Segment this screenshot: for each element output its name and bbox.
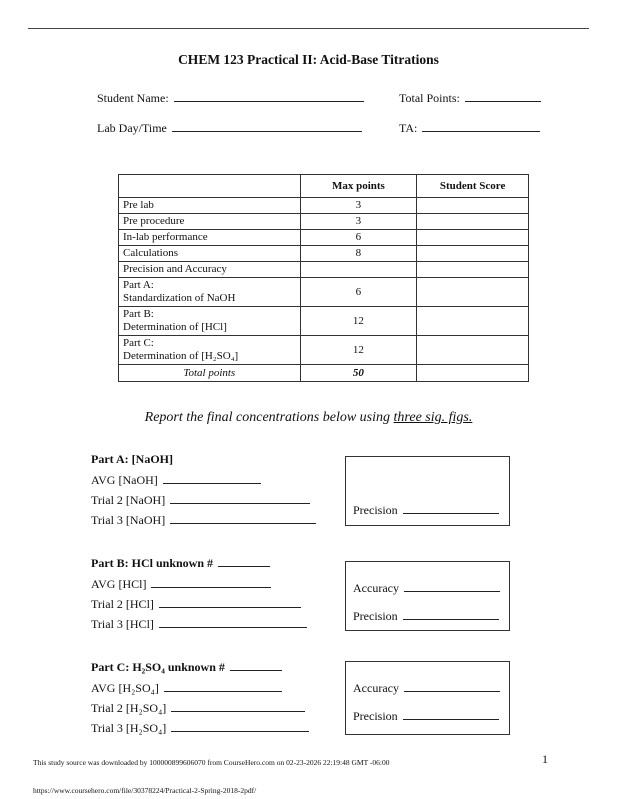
part-a-trial3-row	[91, 513, 316, 528]
score-row-item-line: Pre lab	[123, 199, 154, 211]
report-instruction	[0, 410, 617, 426]
score-row-item	[119, 198, 301, 214]
score-row	[119, 262, 529, 278]
source-url[interactable]: https://www.coursehero.com/file/30378224/Practical-2-Spring-2018-2pdf/	[33, 786, 257, 795]
score-row-item-line: Determination of [H₂SO₄]	[123, 350, 239, 362]
part-c-trial3-blank[interactable]	[171, 721, 309, 732]
part-a-trial3-label: Trial 3 [NaOH]	[91, 513, 166, 527]
part-b-precision-row	[353, 609, 499, 624]
score-row	[119, 336, 529, 365]
ta-field	[399, 121, 540, 136]
total-points-blank[interactable]	[465, 91, 541, 102]
part-c-trial2-label: Trial 2 [H₂SO₄]	[91, 701, 167, 715]
part-b-avg-label: AVG [HCl]	[91, 577, 147, 591]
part-c-title	[91, 660, 282, 675]
part-c-unknown-blank[interactable]	[230, 660, 282, 671]
score-row-item-line: Determination of [HCl]	[123, 321, 227, 333]
score-row-max: 12	[300, 336, 417, 365]
part-c-box	[345, 661, 510, 735]
lab-day-blank[interactable]	[172, 121, 362, 132]
score-row-item-line: Pre procedure	[123, 215, 185, 227]
score-row-max: 3	[300, 198, 417, 214]
part-c-avg-blank[interactable]	[164, 681, 282, 692]
student-name-label: Student Name:	[97, 91, 169, 105]
student-name-field	[97, 91, 364, 106]
part-a-precision-blank[interactable]	[403, 503, 499, 514]
part-c-accuracy-row	[353, 681, 500, 696]
score-row-item	[119, 307, 301, 336]
part-b-avg-blank[interactable]	[151, 577, 271, 588]
part-c-accuracy-blank[interactable]	[404, 681, 500, 692]
score-row-student-score[interactable]	[417, 262, 529, 278]
score-row-student-score[interactable]	[417, 278, 529, 307]
part-b-trial3-row	[91, 617, 307, 632]
total-row	[119, 365, 529, 382]
part-a-trial2-label: Trial 2 [NaOH]	[91, 493, 166, 507]
score-row-student-score[interactable]	[417, 336, 529, 365]
part-c-trial2-blank[interactable]	[171, 701, 305, 712]
part-a-trial2-blank[interactable]	[170, 493, 310, 504]
part-b-precision-label: Precision	[353, 609, 398, 623]
score-row-max: 6	[300, 230, 417, 246]
part-b-box	[345, 561, 510, 631]
part-b-title	[91, 556, 270, 571]
total-value: 50	[300, 365, 417, 382]
score-row-item	[119, 214, 301, 230]
score-row	[119, 278, 529, 307]
part-b-trial3-label: Trial 3 [HCl]	[91, 617, 154, 631]
score-row-item	[119, 246, 301, 262]
part-c-precision-blank[interactable]	[403, 709, 499, 720]
score-row	[119, 214, 529, 230]
part-b-precision-blank[interactable]	[403, 609, 499, 620]
part-a-precision-row	[353, 503, 499, 518]
score-row-student-score[interactable]	[417, 307, 529, 336]
part-a-avg-label: AVG [NaOH]	[91, 473, 158, 487]
score-row-item-line: Part B:	[123, 308, 154, 320]
report-instruction-text: Report the final concentrations below using	[144, 410, 394, 425]
part-c-trial3-label: Trial 3 [H₂SO₄]	[91, 721, 167, 735]
total-student-score[interactable]	[417, 365, 529, 382]
total-points-label: Total Points:	[399, 91, 460, 105]
part-a-trial2-row	[91, 493, 310, 508]
part-b-unknown-blank[interactable]	[218, 556, 270, 567]
score-row	[119, 230, 529, 246]
score-row-item	[119, 230, 301, 246]
part-a-trial3-blank[interactable]	[170, 513, 316, 524]
part-b-trial2-blank[interactable]	[159, 597, 301, 608]
score-row-item-line: In-lab performance	[123, 231, 208, 243]
score-row-item-line: Part A:	[123, 279, 154, 291]
part-b-accuracy-row	[353, 581, 500, 596]
student-name-blank[interactable]	[174, 91, 364, 102]
score-row-item	[119, 336, 301, 365]
score-row	[119, 246, 529, 262]
total-points-field	[399, 91, 541, 106]
part-c-trial2-row	[91, 701, 305, 716]
score-row-student-score[interactable]	[417, 230, 529, 246]
part-c-avg-row	[91, 681, 282, 696]
page-title: CHEM 123 Practical II: Acid-Base Titrations	[178, 52, 439, 67]
part-b-avg-row	[91, 577, 271, 592]
score-row-item-line: Precision and Accuracy	[123, 263, 227, 275]
score-row-student-score[interactable]	[417, 246, 529, 262]
header-student-score: Student Score	[417, 175, 529, 198]
score-row-item-line: Calculations	[123, 247, 178, 259]
part-c-trial3-row	[91, 721, 309, 736]
header-item	[119, 175, 301, 198]
part-c-precision-row	[353, 709, 499, 724]
score-row-max: 3	[300, 214, 417, 230]
page-number: 1	[542, 752, 548, 766]
lab-day-field	[97, 121, 362, 136]
part-a-precision-label: Precision	[353, 503, 398, 517]
part-b-trial2-row	[91, 597, 301, 612]
part-a-title: Part A: [NaOH]	[91, 452, 173, 466]
part-b-accuracy-blank[interactable]	[404, 581, 500, 592]
score-row-student-score[interactable]	[417, 198, 529, 214]
score-row-item	[119, 278, 301, 307]
score-row	[119, 198, 529, 214]
score-row-item-line: Part C:	[123, 337, 154, 349]
score-row-item-line: Standardization of NaOH	[123, 292, 236, 304]
part-c-title-text: Part C: H₂SO₄ unknown #	[91, 660, 225, 674]
part-c-avg-label: AVG [H₂SO₄]	[91, 681, 159, 695]
part-b-title-text: Part B: HCl unknown #	[91, 556, 214, 570]
score-row-student-score[interactable]	[417, 214, 529, 230]
part-b-trial3-blank[interactable]	[159, 617, 307, 628]
part-a-avg-blank[interactable]	[163, 473, 261, 484]
part-c-accuracy-label: Accuracy	[353, 681, 399, 695]
part-a-box	[345, 456, 510, 526]
lab-day-label: Lab Day/Time	[97, 121, 167, 135]
header-max-points: Max points	[300, 175, 417, 198]
download-note: This study source was downloaded by 100000899606070 from CourseHero.com on 02-23-2026 22:19:48 GMT -06:00	[33, 758, 390, 767]
score-table-header	[119, 175, 529, 198]
score-row-max	[300, 262, 417, 278]
report-instruction-underlined: three sig. figs.	[393, 410, 473, 425]
part-b-accuracy-label: Accuracy	[353, 581, 399, 595]
top-rule	[28, 28, 589, 29]
score-row-max: 8	[300, 246, 417, 262]
score-table	[118, 174, 529, 382]
total-label: Total points	[119, 365, 301, 382]
score-row	[119, 307, 529, 336]
score-row-item	[119, 262, 301, 278]
part-c-precision-label: Precision	[353, 709, 398, 723]
part-b-trial2-label: Trial 2 [HCl]	[91, 597, 154, 611]
score-row-max: 12	[300, 307, 417, 336]
part-a-avg-row	[91, 473, 261, 488]
ta-label: TA:	[399, 121, 418, 135]
ta-blank[interactable]	[422, 121, 540, 132]
score-row-max: 6	[300, 278, 417, 307]
